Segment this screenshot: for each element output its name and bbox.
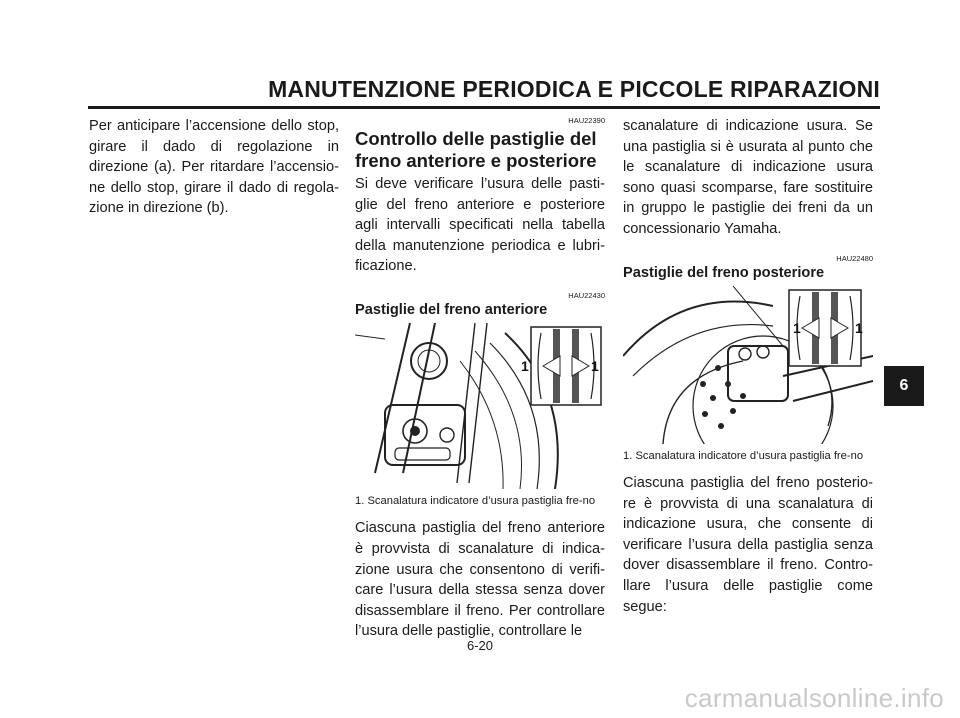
middle-column: [355, 116, 605, 642]
wear-paragraph: scanalature di indicazione usura. Se una pastiglia si è usurata al punto che le scanalature di indicazione usura sono quasi scomparse, fare sostituire in gruppo le pastiglie dei freni da un concessionario Yamaha.: [623, 118, 873, 237]
page-header-title: MANUTENZIONE PERIODICA E PICCOLE RIPARAZIONI: [268, 76, 880, 102]
figure-label-left: 1: [521, 357, 529, 374]
figure-label-right: 1: [855, 319, 863, 336]
rear-pads-heading: Pastiglie del freno posteriore: [623, 264, 825, 281]
rear-figure-caption: 1. Scanalatura indicatore d’usura pastiglia fre-no: [623, 449, 864, 462]
intro-paragraph: Si deve verificare l’usura delle pasti-glie del freno anteriore e posteriore agli intervalli specificati nella tabella della manutenzione periodica e lubri-ficazione.: [355, 176, 605, 275]
rear-section-code: HAU22480: [836, 253, 873, 263]
watermark-text: carmanualsonline.info: [684, 683, 944, 713]
rear-brake-pad-figure: [623, 286, 873, 444]
section-code: HAU22390: [568, 116, 605, 125]
header-rule: [88, 106, 880, 109]
subsection-code: HAU22430: [568, 290, 605, 300]
right-column: [623, 116, 873, 617]
left-column: [89, 116, 339, 219]
front-pads-paragraph: Ciascuna pastiglia del freno anteriore è provvista di scanalature di indica-zione usura che consentono di verifi-care l’usura della stessa senza dover disassemblare il freno. Per controllare l’usura delle pastiglie, controllare le: [355, 520, 605, 640]
rear-pads-paragraph: Ciascuna pastiglia del freno posterio-re è provvista di una scanalatura di indicazione usura, che consente di verificare l’usura della pastiglia senza dover disassemblare il freno. Contro-llare l’usura delle pastiglie come segue:: [623, 474, 873, 615]
figure-label-right: 1: [591, 357, 599, 374]
front-pads-heading: Pastiglie del freno anteriore: [355, 301, 548, 318]
figure-label-left: 1: [793, 319, 801, 336]
front-figure-caption: 1. Scanalatura indicatore d’usura pastiglia fre-no: [355, 494, 596, 507]
front-brake-pad-figure: [355, 323, 605, 489]
left-paragraph: Per anticipare l’accensione dello stop, girare il dado di regolazione in direzione (a). Per ritardare l’accensio-ne dello stop, girare il dado di regola-zione in direzione (b).: [89, 118, 339, 217]
page-number: 6-20: [466, 638, 494, 653]
chapter-tab[interactable]: 6: [884, 366, 924, 406]
section-heading: Controllo delle pastiglie del freno anteriore e posteriore: [355, 128, 597, 171]
